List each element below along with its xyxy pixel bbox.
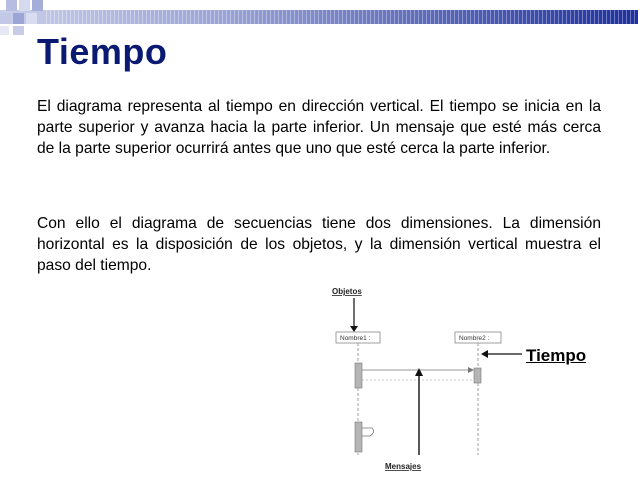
- header-stripe: [438, 10, 439, 24]
- header-stripe: [202, 10, 203, 24]
- header-stripe: [58, 10, 59, 24]
- header-stripe: [78, 10, 79, 24]
- header-stripe: [422, 10, 423, 24]
- header-stripe: [74, 10, 75, 24]
- header-stripe: [622, 10, 623, 24]
- header-stripe: [354, 10, 355, 24]
- header-stripe: [326, 10, 327, 24]
- header-stripe: [206, 10, 207, 24]
- header-stripe: [510, 10, 511, 24]
- header-stripe: [102, 10, 103, 24]
- header-stripe: [586, 10, 587, 24]
- header-stripe: [618, 10, 619, 24]
- header-stripe: [130, 10, 131, 24]
- header-stripe: [366, 10, 367, 24]
- header-stripe: [502, 10, 503, 24]
- header-stripe: [310, 10, 311, 24]
- header-stripe: [226, 10, 227, 24]
- object1-label: Nombre1 :: [340, 335, 371, 342]
- activation-1: [355, 363, 362, 388]
- header-stripe: [154, 10, 155, 24]
- header-stripe: [490, 10, 491, 24]
- header-stripe: [514, 10, 515, 24]
- header-stripe: [50, 10, 51, 24]
- header-stripe: [70, 10, 71, 24]
- header-stripe: [462, 10, 463, 24]
- header-stripe: [450, 10, 451, 24]
- header-stripe: [350, 10, 351, 24]
- header-stripe: [478, 10, 479, 24]
- header-stripe: [598, 10, 599, 24]
- header-stripe: [506, 10, 507, 24]
- header-stripe: [118, 10, 119, 24]
- header-stripe: [210, 10, 211, 24]
- header-stripe: [182, 10, 183, 24]
- header-stripe: [382, 10, 383, 24]
- header-stripe: [90, 10, 91, 24]
- header-stripe: [558, 10, 559, 24]
- objects-arrowhead: [350, 326, 358, 332]
- header-stripe: [394, 10, 395, 24]
- header-stripe: [406, 10, 407, 24]
- header-stripe: [314, 10, 315, 24]
- header-stripe: [174, 10, 175, 24]
- header-stripe: [334, 10, 335, 24]
- header-stripe: [114, 10, 115, 24]
- header-stripe: [578, 10, 579, 24]
- header-stripe: [550, 10, 551, 24]
- header-stripe: [294, 10, 295, 24]
- header-stripe: [186, 10, 187, 24]
- header-stripe: [442, 10, 443, 24]
- header-stripe: [242, 10, 243, 24]
- header-stripe: [466, 10, 467, 24]
- header-stripe: [274, 10, 275, 24]
- header-stripe: [46, 10, 47, 24]
- paragraph-1: El diagrama representa al tiempo en dirección vertical. El tiempo se inicia en la parte superior y avanza hacia la parte inferior. Un mensaje que esté más cerca de la parte superior ocurrirá antes que uno que esté cerca la parte inferior.: [37, 98, 601, 157]
- header-stripe: [66, 10, 67, 24]
- header-stripe: [254, 10, 255, 24]
- header-stripe: [62, 10, 63, 24]
- header-stripe: [534, 10, 535, 24]
- header-stripe: [590, 10, 591, 24]
- header-stripe: [306, 10, 307, 24]
- activation-3: [355, 422, 362, 452]
- header-stripe: [126, 10, 127, 24]
- header-stripe: [398, 10, 399, 24]
- header-stripe: [110, 10, 111, 24]
- header-stripe: [358, 10, 359, 24]
- header-stripe: [146, 10, 147, 24]
- header-stripe: [138, 10, 139, 24]
- header-stripe: [582, 10, 583, 24]
- header-stripe: [522, 10, 523, 24]
- header-stripe: [542, 10, 543, 24]
- header-stripe: [630, 10, 631, 24]
- header-stripe: [54, 10, 55, 24]
- header-stripe: [238, 10, 239, 24]
- header-stripe: [434, 10, 435, 24]
- header-stripe: [286, 10, 287, 24]
- page-title: Tiempo: [37, 31, 168, 72]
- header-stripe: [566, 10, 567, 24]
- header-stripe: [302, 10, 303, 24]
- header-stripe: [270, 10, 271, 24]
- header-stripe: [606, 10, 607, 24]
- messages-arrowhead: [415, 368, 423, 376]
- header-stripe: [170, 10, 171, 24]
- header-stripe: [218, 10, 219, 24]
- header-stripe: [602, 10, 603, 24]
- header-stripe: [282, 10, 283, 24]
- header-stripe: [634, 10, 635, 24]
- activation-2: [474, 368, 481, 383]
- header-stripe: [498, 10, 499, 24]
- header-stripe: [610, 10, 611, 24]
- header-stripe: [614, 10, 615, 24]
- header-stripe: [486, 10, 487, 24]
- header-stripe: [414, 10, 415, 24]
- header-stripe: [94, 10, 95, 24]
- header-stripe: [178, 10, 179, 24]
- header-stripe: [494, 10, 495, 24]
- header-stripe: [194, 10, 195, 24]
- header-stripe: [454, 10, 455, 24]
- self-call: [362, 428, 374, 436]
- header-stripe: [142, 10, 143, 24]
- header-stripe: [626, 10, 627, 24]
- header-stripe: [518, 10, 519, 24]
- header-stripe: [166, 10, 167, 24]
- header-stripe: [482, 10, 483, 24]
- header-stripe: [190, 10, 191, 24]
- header-stripe: [250, 10, 251, 24]
- header-stripe: [262, 10, 263, 24]
- header-stripe: [246, 10, 247, 24]
- header-stripe: [106, 10, 107, 24]
- header-stripe: [214, 10, 215, 24]
- header-stripe: [342, 10, 343, 24]
- header-stripe: [362, 10, 363, 24]
- header-stripe: [378, 10, 379, 24]
- header-stripe: [574, 10, 575, 24]
- header-stripe: [234, 10, 235, 24]
- header-stripe: [390, 10, 391, 24]
- header-stripe: [546, 10, 547, 24]
- header-stripe: [86, 10, 87, 24]
- header-stripe: [338, 10, 339, 24]
- header-stripe: [594, 10, 595, 24]
- header-stripe: [474, 10, 475, 24]
- objects-label: Objetos: [332, 287, 362, 296]
- header-stripe: [370, 10, 371, 24]
- header-stripe: [426, 10, 427, 24]
- header-stripe: [98, 10, 99, 24]
- header-stripe: [526, 10, 527, 24]
- header-stripe: [570, 10, 571, 24]
- header-stripe: [430, 10, 431, 24]
- header-stripe: [458, 10, 459, 24]
- header-stripe: [298, 10, 299, 24]
- object2-label: Nombre2 :: [459, 335, 490, 342]
- header-stripe: [198, 10, 199, 24]
- header-stripe: [158, 10, 159, 24]
- paragraph-2: Con ello el diagrama de secuencias tiene dos dimensiones. La dimensión horizontal es la disposición de los objetos, y la dimensión vertical muestra el paso del tiempo.: [37, 215, 601, 274]
- header-stripe: [410, 10, 411, 24]
- header-stripe: [150, 10, 151, 24]
- header-stripe: [402, 10, 403, 24]
- messages-label: Mensajes: [385, 462, 422, 471]
- header-stripe: [230, 10, 231, 24]
- header-stripe: [322, 10, 323, 24]
- header-stripe: [290, 10, 291, 24]
- header-stripe: [446, 10, 447, 24]
- header-stripe: [318, 10, 319, 24]
- header-stripe: [530, 10, 531, 24]
- header-stripe: [258, 10, 259, 24]
- time-label: Tiempo: [526, 346, 587, 365]
- header-stripe: [386, 10, 387, 24]
- header-stripe: [554, 10, 555, 24]
- header-stripe: [470, 10, 471, 24]
- header-stripe: [82, 10, 83, 24]
- header-stripe: [346, 10, 347, 24]
- sequence-diagram: [310, 280, 610, 479]
- header-stripe: [374, 10, 375, 24]
- header-stripe: [418, 10, 419, 24]
- header-stripe: [266, 10, 267, 24]
- header-stripe: [330, 10, 331, 24]
- message-arrowhead: [468, 367, 474, 373]
- header-stripe: [162, 10, 163, 24]
- header-stripe: [278, 10, 279, 24]
- header-stripe: [562, 10, 563, 24]
- header-stripe: [134, 10, 135, 24]
- header-stripe: [122, 10, 123, 24]
- header-stripe: [538, 10, 539, 24]
- time-arrowhead: [481, 350, 488, 358]
- header-stripe: [222, 10, 223, 24]
